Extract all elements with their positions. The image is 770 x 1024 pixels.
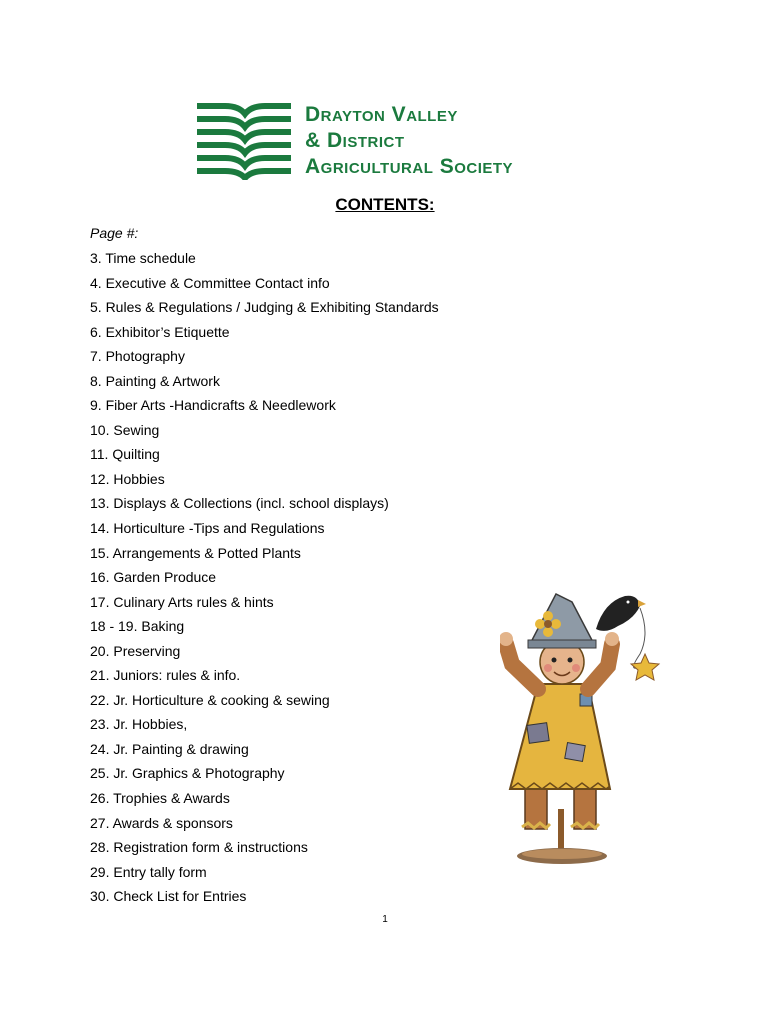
toc-item: 28. Registration form & instructions bbox=[90, 839, 308, 856]
toc-item: 8. Painting & Artwork bbox=[90, 372, 220, 389]
society-name-line-2: & District bbox=[305, 129, 405, 152]
toc-item: 15. Arrangements & Potted Plants bbox=[90, 544, 301, 561]
toc-item: 9. Fiber Arts -Handicrafts & Needlework bbox=[90, 397, 336, 414]
toc-item: 17. Culinary Arts rules & hints bbox=[90, 593, 274, 610]
toc-item: 14. Horticulture -Tips and Regulations bbox=[90, 520, 325, 537]
toc-item: 21. Juniors: rules & info. bbox=[90, 667, 241, 684]
toc-item: 5. Rules & Regulations / Judging & Exhibiting Standards bbox=[90, 299, 439, 316]
toc-item: 16. Garden Produce bbox=[90, 569, 217, 586]
toc-item: 29. Entry tally form bbox=[90, 863, 207, 880]
page-number: 1 bbox=[382, 914, 388, 925]
toc-item: 27. Awards & sponsors bbox=[90, 814, 233, 831]
society-name-line-3: Agricultural Society bbox=[305, 155, 514, 178]
contents-title: CONTENTS: bbox=[335, 195, 435, 214]
toc-item: 11. Quilting bbox=[90, 446, 160, 463]
toc-item: 26. Trophies & Awards bbox=[90, 790, 230, 807]
toc-item: 22. Jr. Horticulture & cooking & sewing bbox=[90, 691, 330, 708]
society-logo bbox=[195, 100, 585, 180]
toc-item: 3. Time schedule bbox=[90, 250, 196, 266]
scarecrow-illustration bbox=[500, 584, 670, 869]
table-of-contents bbox=[90, 248, 439, 911]
toc-item: 30. Check List for Entries bbox=[90, 888, 247, 905]
society-name-line-1: Drayton Valley bbox=[305, 103, 458, 126]
toc-item: 6. Exhibitor’s Etiquette bbox=[90, 323, 230, 340]
toc-item: 10. Sewing bbox=[90, 421, 160, 438]
toc-item: 20. Preserving bbox=[90, 642, 181, 659]
page-number-heading: Page #: bbox=[90, 225, 139, 241]
toc-item: 25. Jr. Graphics & Photography bbox=[90, 765, 285, 782]
toc-item: 4. Executive & Committee Contact info bbox=[90, 274, 330, 291]
toc-item: 24. Jr. Painting & drawing bbox=[90, 740, 249, 757]
toc-item: 7. Photography bbox=[90, 348, 185, 365]
society-name bbox=[305, 102, 513, 180]
toc-item: 12. Hobbies bbox=[90, 470, 165, 487]
toc-item: 23. Jr. Hobbies, bbox=[90, 716, 188, 733]
toc-item: 18 - 19. Baking bbox=[90, 618, 185, 635]
book-stripes-logo-icon bbox=[195, 100, 295, 180]
toc-item: 13. Displays & Collections (incl. school displays) bbox=[90, 495, 389, 512]
